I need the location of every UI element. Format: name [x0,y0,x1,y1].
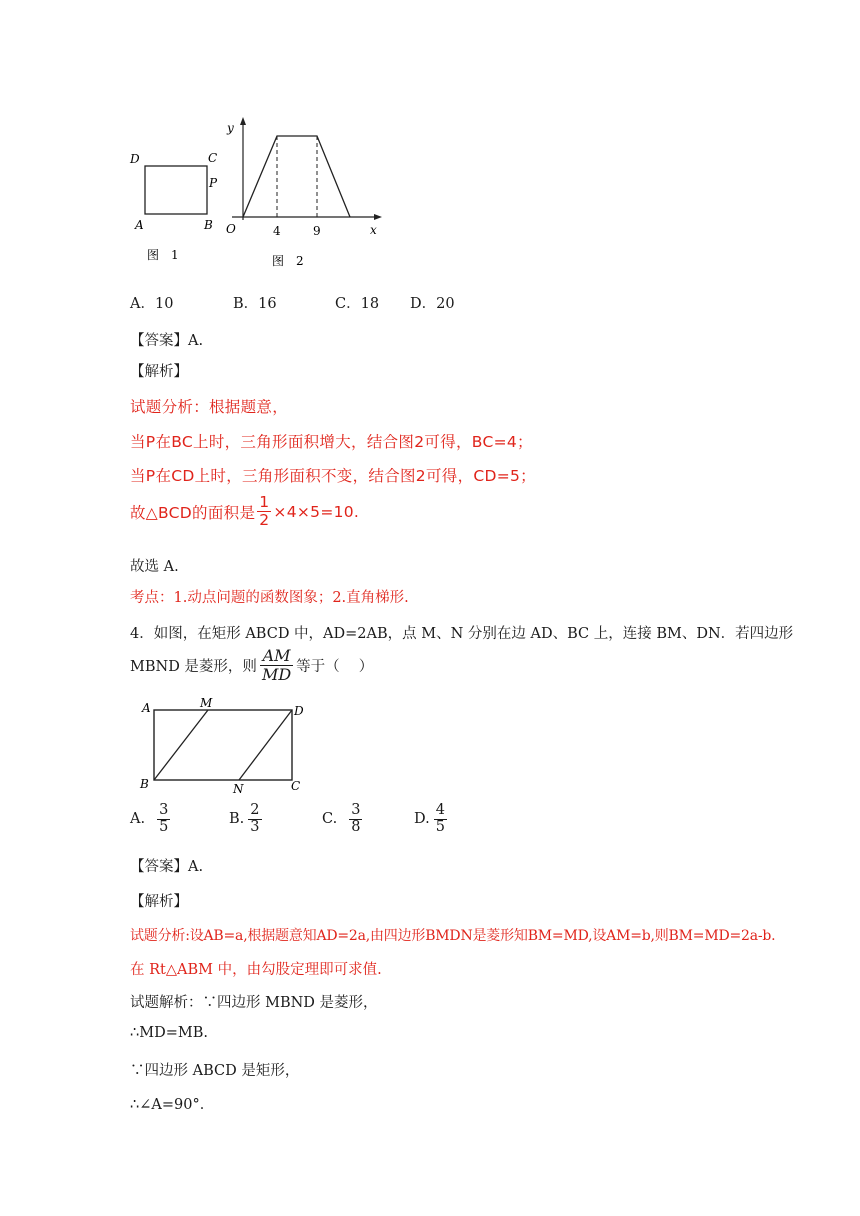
q3-area-line [130,494,359,529]
label-d-q4: D [294,704,304,718]
q4-analysis-header: 【解析】 [130,894,188,910]
q4-option-d-num: 4 [435,802,445,818]
rectangle-abcd-q4 [154,710,292,780]
tick-label-4: 4 [273,224,281,238]
label-c: C [208,151,218,165]
q4-answer: 【答案】A. [130,859,204,875]
axis-label-y: y [227,121,234,135]
label-a: A [135,218,144,232]
q4-option-b-letter: B. [229,811,245,828]
q3-analysis-line-2: 当P在BC上时，三角形面积增大，结合图2可得，BC=4； [130,433,533,451]
q4-analysis-red-1: 试题分析:设AB=a,根据题意知AD=2a,由四边形BMDN是菱形知BM=MD,设AM=b,则BM=MD=2a-b. [130,928,776,944]
q3-option-c: C．18 [335,296,380,312]
q4-step-4: ∴∠A=90°． [130,1097,215,1113]
q4-option-d-fraction [434,803,447,836]
figure-2-caption: 图 2 [272,254,304,268]
q3-kaodian: 考点：1.动点问题的函数图象；2.直角梯形. [130,590,409,606]
segment-nd [239,710,292,780]
label-m-q4: M [200,696,213,710]
q4-option-b-fraction [248,803,261,836]
q3-answer: 【答案】A. [130,333,204,349]
q4-step-2: ∴MD=MB. [130,1025,208,1041]
segment-bm [154,710,208,780]
q3-choose: 故选 A. [130,559,179,575]
q4-option-a-letter: A. [130,811,146,828]
q3-area-fraction [257,494,271,529]
q4-analysis-red-2: 在 Rt△ABM 中，由勾股定理即可求值. [130,962,382,978]
q4-option-b-num: 2 [250,802,260,818]
q3-area-num: 1 [259,493,270,511]
q4-stem-prefix: MBND 是菱形，则 [130,658,257,675]
q4-option-b-den: 3 [250,818,260,835]
y-axis-arrow-icon [240,117,246,125]
q4-stem-suffix: 等于（ ） [296,658,374,675]
q3-area-prefix: 故△BCD的面积是 [130,503,256,522]
label-b: B [204,218,213,232]
q4-option-a [130,803,170,836]
q4-option-d-den: 5 [435,818,445,835]
label-p: P [209,176,218,190]
label-a-q4: A [142,701,151,715]
label-c-q4: C [291,779,301,793]
q4-option-c-den: 8 [351,818,361,835]
figure-1 [120,145,230,270]
q4-option-a-num: 3 [159,802,169,818]
label-n-q4: N [233,782,244,796]
q4-stem-fraction [260,647,293,683]
q3-analysis-line-1: 试题分析：根据题意， [130,398,289,416]
figure-2 [220,113,390,273]
q3-option-a: A．10 [130,296,174,312]
q4-step-3: ∵四边形 ABCD 是矩形， [130,1063,300,1079]
q3-analysis-header: 【解析】 [130,364,188,380]
q4-stem-line-2 [130,647,373,683]
rectangle-abcd [145,166,207,214]
q4-stem-line-1: 4．如图，在矩形 ABCD 中，AD=2AB，点 M、N 分别在边 AD、BC 上，连接 BM、DN．若四边形 [130,626,794,642]
figure-q4 [135,693,320,798]
q3-analysis-line-3: 当P在CD上时，三角形面积不变，结合图2可得，CD=5； [130,467,536,485]
q4-stem-num: AM [260,647,293,666]
tick-label-9: 9 [313,224,321,238]
graph-line [243,136,350,217]
q4-option-d [414,803,447,836]
label-b-q4: B [140,777,149,791]
q3-option-d: D．20 [410,296,455,312]
q4-option-c-letter: C. [322,811,338,828]
label-d: D [130,152,140,166]
q4-stem-den: MD [261,664,292,684]
q4-option-a-den: 5 [159,818,169,835]
q4-step-1: 试题解析：∵四边形 MBND 是菱形， [130,995,378,1011]
q3-option-b: B．16 [233,296,277,312]
q4-option-b [229,803,262,836]
origin-label: O [226,222,236,236]
q4-option-c-fraction [349,803,362,836]
q4-option-c-num: 3 [351,802,361,818]
q3-area-suffix: ×4×5=10. [273,502,360,521]
q4-option-c [322,803,362,836]
x-axis-arrow-icon [374,214,382,220]
q4-option-a-fraction [157,803,170,836]
q3-area-den: 2 [259,511,270,530]
figure-1-caption: 图 1 [147,248,179,262]
q4-option-d-letter: D. [414,811,430,828]
axis-label-x: x [370,223,377,237]
